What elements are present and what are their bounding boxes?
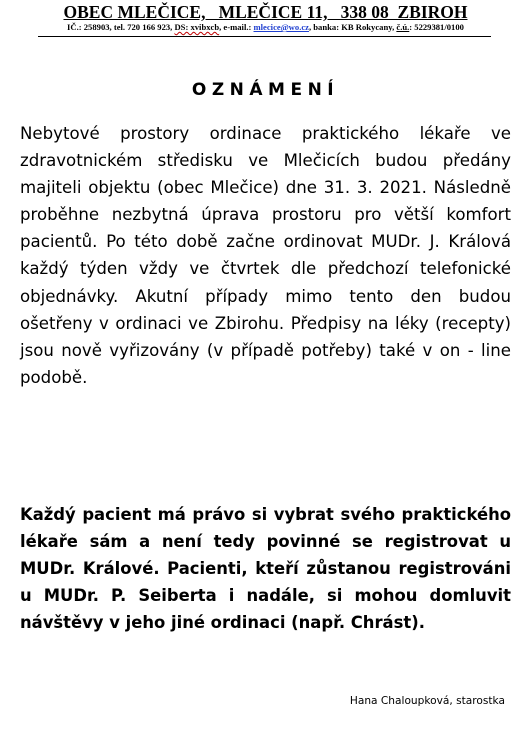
letterhead-divider <box>38 36 491 37</box>
signature: Hana Chaloupková, starostka <box>349 695 505 707</box>
letterhead <box>0 2 531 32</box>
contact-account-label: č.ú. <box>396 22 410 32</box>
patient-rights-paragraph: Každý pacient má právo si vybrat svého praktického lékaře sám a není tedy povinné se registrovat u MUDr. Králové. Pacienti, kteří zůstanou registrováni u MUDr. P. Seiberta i nadále, si mohou domluvit návštěvy v jeho jiné ordinaci (např. Chrást). <box>20 505 511 633</box>
contact-ic-tel: IČ.: 258903, tel. 720 166 923, <box>67 22 175 32</box>
announcement-heading: OZNÁMENÍ <box>191 80 340 100</box>
letterhead-title: OBEC MLEČICE, MLEČICE 11, 338 08 ZBIROH <box>63 2 468 22</box>
letterhead-contact <box>0 22 531 32</box>
announcement-paragraph: Nebytové prostory ordinace praktického lékaře ve zdravotnickém středisku ve Mlečicích budou předány majiteli objektu (obec Mlečice) dne 31. 3. 2021. Následně proběhne nezbytná úprava prostoru pro větší komfort pacientů. Po této době začne ordinovat MUDr. J. Králová každý týden vždy ve čtvrtek dle předchozí telefonické objednávky. Akutní případy mimo tento den budou ošetřeny v ordinaci ve Zbirohu. Předpisy na léky (recepty) jsou nově vyřizovány (v případě potřeby) také v on - line podobě. <box>20 124 511 387</box>
contact-bank: , banka: KB Rokycany, <box>308 22 397 32</box>
contact-account-number: : 5229381/0100 <box>409 22 464 32</box>
contact-data-box: DS: xvibxcb <box>174 22 220 32</box>
contact-email-label: , e-mail.: <box>219 22 254 32</box>
contact-email-link[interactable]: mlecice@wo.cz <box>253 22 309 32</box>
